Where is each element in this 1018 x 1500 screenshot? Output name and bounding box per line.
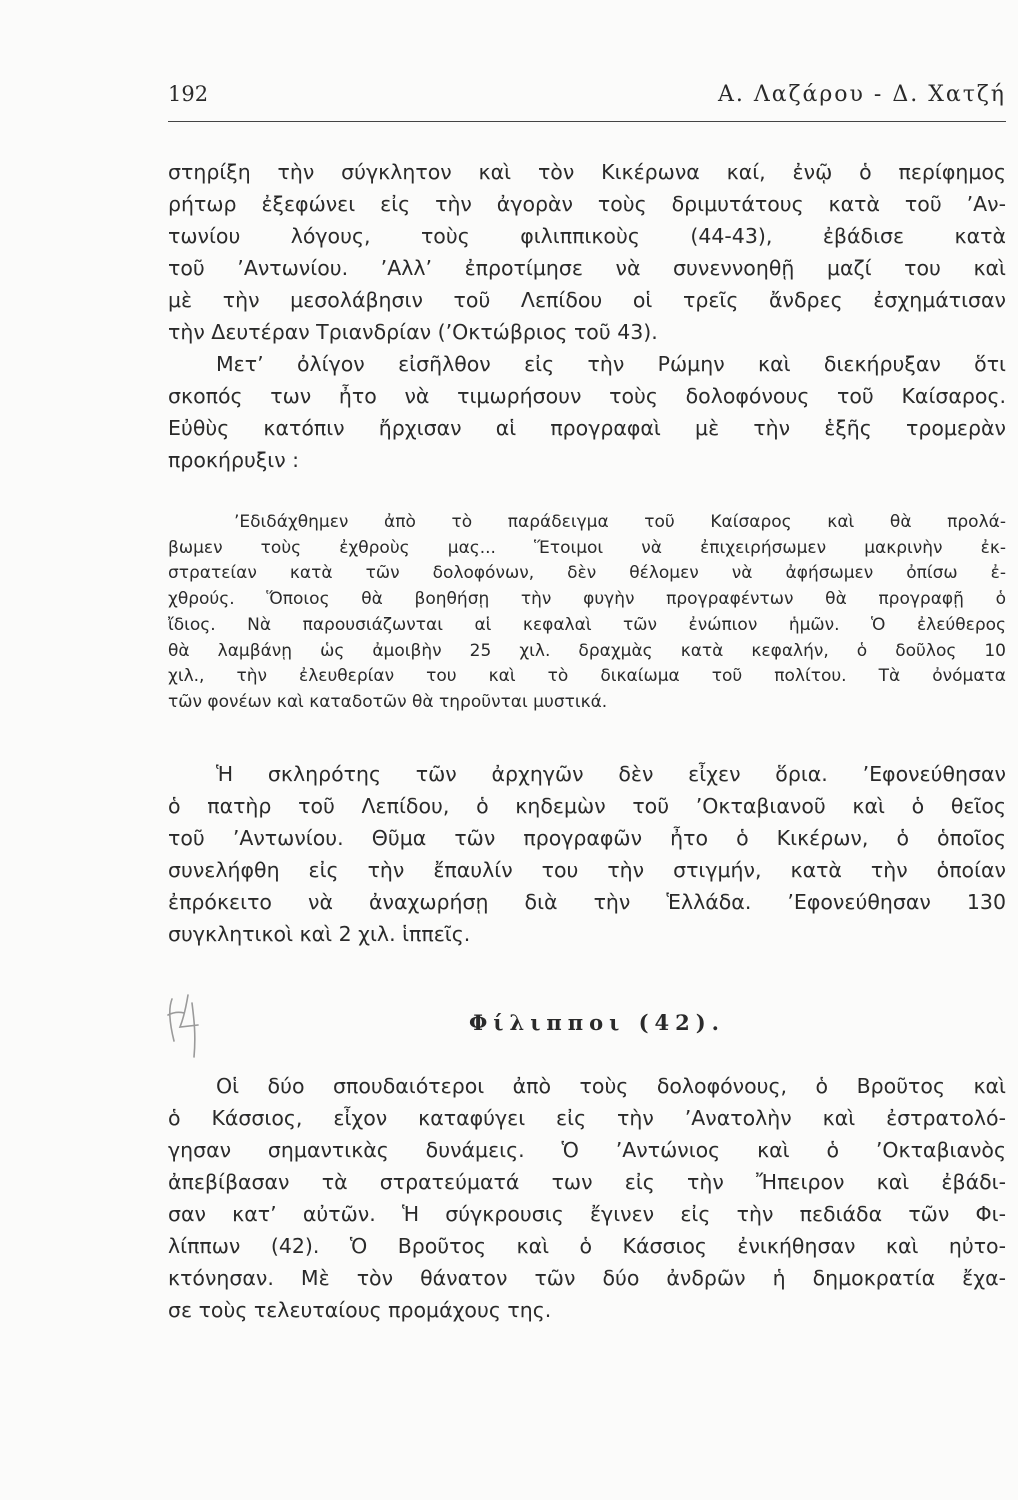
text-line: σκοπός των ἦτο νὰ τιμωρήσουν τοὺς δολοφόνους τοῦ Καίσαρος. xyxy=(168,384,1006,408)
quote-line: τῶν φονέων καὶ καταδοτῶν θὰ τηροῦνται μυστικά. xyxy=(168,691,608,712)
quote-line: ἴδιος. Νὰ παρουσιάζωνται αἱ κεφαλαὶ τῶν ἐνώπιον ἡμῶν. Ὁ ἐλεύθερος xyxy=(168,614,1006,635)
paragraph-2 xyxy=(168,348,1006,476)
page-number: 192 xyxy=(168,82,209,106)
text-line: Οἱ δύο σπουδαιότεροι ἀπὸ τοὺς δολοφόνους, ὁ Βροῦτος καὶ xyxy=(216,1074,1006,1098)
text-line: σαν κατ’ αὐτῶν. Ἡ σύγκρουσις ἔγινεν εἰς τὴν πεδιάδα τῶν Φι- xyxy=(168,1202,1006,1226)
running-head: Α. Λαζάρου - Δ. Χατζή xyxy=(717,82,1006,107)
text-line: κτόνησαν. Μὲ τὸν θάνατον τῶν δύο ἀνδρῶν ἡ δημοκρατία ἔχα- xyxy=(168,1266,1006,1290)
section-heading-text: Φίλιπποι (42). xyxy=(469,1010,725,1035)
text-line: τοῦ ’Αντωνίου. ’Αλλ’ ἐπροτίμησε νὰ συνεννοηθῇ μαζί του καὶ xyxy=(168,256,1006,280)
text-line: ἀπεβίβασαν τὰ στρατεύματά των εἰς τὴν Ἤπειρον καὶ ἐβάδι- xyxy=(168,1170,1006,1194)
text-line: τοῦ ’Αντωνίου. Θῦμα τῶν προγραφῶν ἦτο ὁ Κικέρων, ὁ ὁποῖος xyxy=(168,826,1006,850)
header-rule xyxy=(168,121,1006,122)
text-line: προκήρυξιν : xyxy=(168,448,300,472)
quote-line: χθρούς. Ὅποιος θὰ βοηθήσῃ τὴν φυγὴν προγραφέντων θὰ προγραφῇ ὁ xyxy=(168,589,1006,610)
text-line: ὁ Κάσσιος, εἶχον καταφύγει εἰς τὴν ’Ανατολὴν καὶ ἐστρατολό- xyxy=(168,1106,1006,1130)
text-line: Εὐθὺς κατόπιν ἤρχισαν αἱ προγραφαὶ μὲ τὴν ἑξῆς τρομερὰν xyxy=(168,416,1006,440)
paragraph-4 xyxy=(168,1070,1006,1326)
text-line: ἐπρόκειτο νὰ ἀναχωρήσῃ διὰ τὴν Ἑλλάδα. ’Εφονεύθησαν 130 xyxy=(168,890,1006,914)
text-line: συγκλητικοὶ καὶ 2 χιλ. ἱππεῖς. xyxy=(168,922,471,946)
text-line: τὴν Δευτέραν Τριανδρίαν (’Οκτώβριος τοῦ 43). xyxy=(168,320,658,344)
quote-line: στρατείαν κατὰ τῶν δολοφόνων, δὲν θέλομεν νὰ ἀφήσωμεν ὀπίσω ἐ- xyxy=(168,563,1006,584)
quote-line: βωμεν τοὺς ἐχθροὺς μας... Ἕτοιμοι νὰ ἐπιχειρήσωμεν μακρινὴν ἐκ- xyxy=(168,537,1006,558)
proclamation-quote xyxy=(168,510,1006,716)
text-line: στηρίξη τὴν σύγκλητον καὶ τὸν Κικέρωνα καί, ἐνῷ ὁ περίφημος xyxy=(168,160,1006,184)
quote-line: θὰ λαμβάνῃ ὡς ἀμοιβὴν 25 χιλ. δραχμὰς κατὰ κεφαλήν, ὁ δοῦλος 10 xyxy=(168,640,1006,661)
text-line: Ἡ σκληρότης τῶν ἀρχηγῶν δὲν εἶχεν ὅρια. ’Εφονεύθησαν xyxy=(216,762,1006,786)
paragraph-3 xyxy=(168,758,1006,950)
text-line: τωνίου λόγους, τοὺς φιλιππικοὺς (44-43), ἐβάδισε κατὰ xyxy=(168,224,1006,248)
section-heading xyxy=(0,1010,1018,1035)
text-line: γησαν σημαντικὰς δυνάμεις. Ὁ ’Αντώνιος καὶ ὁ ’Οκταβιανὸς xyxy=(168,1138,1006,1162)
quote-line: ’Εδιδάχθημεν ἀπὸ τὸ παράδειγμα τοῦ Καίσαρος καὶ θὰ προλά- xyxy=(234,512,1006,532)
text-line: σε τοὺς τελευταίους προμάχους της. xyxy=(168,1298,552,1322)
paragraph-1 xyxy=(168,156,1006,348)
quote-line: χιλ., τὴν ἐλευθερίαν του καὶ τὸ δικαίωμα τοῦ πολίτου. Τὰ ὀνόματα xyxy=(168,666,1006,687)
text-line: μὲ τὴν μεσολάβησιν τοῦ Λεπίδου οἱ τρεῖς ἄνδρες ἐσχημάτισαν xyxy=(168,288,1006,312)
text-line: ὁ πατὴρ τοῦ Λεπίδου, ὁ κηδεμὼν τοῦ ’Οκταβιανοῦ καὶ ὁ θεῖος xyxy=(168,794,1006,818)
text-line: ρήτωρ ἐξεφώνει εἰς τὴν ἀγορὰν τοὺς δριμυτάτους κατὰ τοῦ ’Αν- xyxy=(168,192,1006,216)
text-line: Μετ’ ὀλίγον εἰσῆλθον εἰς τὴν Ρώμην καὶ διεκήρυξαν ὅτι xyxy=(216,352,1006,376)
text-line: λίππων (42). Ὁ Βροῦτος καὶ ὁ Κάσσιος ἐνικήθησαν καὶ ηὐτο- xyxy=(168,1234,1006,1258)
page-header xyxy=(168,82,1006,116)
text-line: συνελήφθη εἰς τὴν ἔπαυλίν του τὴν στιγμήν, κατὰ τὴν ὁποίαν xyxy=(168,858,1006,882)
